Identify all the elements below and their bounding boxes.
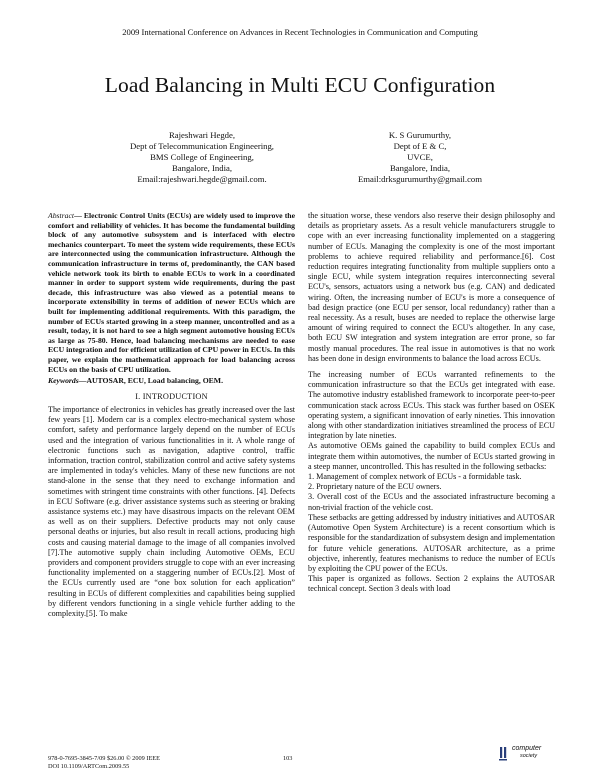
left-column xyxy=(48,211,295,619)
computer-society-logo xyxy=(498,745,558,767)
author-block-2 xyxy=(300,130,540,185)
footer-isbn: 978-0-7695-3845-7/09 $26.00 © 2009 IEEE xyxy=(48,755,160,762)
author-dept: Dept of Telecommunication Engineering, xyxy=(130,141,274,152)
list-item: 3. Overall cost of the ECUs and the associated infrastructure becoming a non-trivial fraction of the vehicle cost. xyxy=(308,492,555,512)
body-paragraph: The increasing number of ECUs warranted refinements to the communication infrastructure so that the ECUs get integrated with ease. The automotive industry established framework to incorporate peer-to-peer communication stack across ECUs. This stack was further based on OSEK operating system, a significant innovation of early nineties. This innovation along with other standardization initiatives streamlined the process of ECU integration by late nineties. xyxy=(308,370,555,441)
abstract xyxy=(48,211,295,374)
logo-text-computer: computer xyxy=(512,745,542,752)
computer-society-logo-icon xyxy=(498,745,512,765)
logo-text-society: society xyxy=(520,753,538,759)
footer-doi: DOI 10.1109/ARTCom.2009.55 xyxy=(48,762,130,770)
body-paragraph: These setbacks are getting addressed by industry initiatives and AUTOSAR (Automotive Open System Architecture) is a recent consortium which is responsible for the standardization of subsystem design and implementation for future vehicle generations. AUTOSAR architecture, as a prime objective, inherently, features mechanisms to reduce the number of ECUs by exploiting the CPU power of the ECUs. xyxy=(308,512,555,573)
body-paragraph: As automotive OEMs gained the capability to build complex ECUs and integrate them within automotives, the number of ECUs started growing in a steep manner, uncontrolled. This has resulted in the following setbacks: xyxy=(308,441,555,471)
conference-header: 2009 International Conference on Advances in Recent Technologies in Communication and Computing xyxy=(122,27,478,37)
keywords-label: Keywords xyxy=(48,376,79,386)
author-college: UVCE, xyxy=(407,152,433,163)
abstract-label: Abstract xyxy=(48,211,75,220)
author-location: Bangalore, India, xyxy=(171,163,233,174)
paper-title: Load Balancing in Multi ECU Configuration xyxy=(104,73,496,97)
list-item: 1. Management of complex network of ECUs - a formidable task. xyxy=(308,472,522,482)
keywords xyxy=(48,376,295,386)
keywords-text: —AUTOSAR, ECU, Load balancing, OEM. xyxy=(78,376,223,386)
author-email: Email:rajeshwari.hegde@gmail.com. xyxy=(137,174,267,185)
author-dept: Dept of E & C, xyxy=(393,141,447,152)
section-heading: I. INTRODUCTION xyxy=(135,391,208,401)
list-item: 2. Proprietary nature of the ECU owners. xyxy=(308,482,442,492)
author-location: Bangalore, India, xyxy=(389,163,451,174)
body-paragraph: This paper is organized as follows. Section 2 explains the AUTOSAR technical concept. Section 3 deals with load xyxy=(308,574,555,594)
footer-copyright xyxy=(48,755,160,770)
author-college: BMS College of Engineering, xyxy=(150,152,254,163)
author-email: Email:drksgurumurthy@gmail.com xyxy=(357,174,483,185)
page-number: 103 xyxy=(283,755,293,762)
body-paragraph: the situation worse, these vendors also reserve their design philosophy and details as proprietary assets. As a result vehicle manufacturers struggle to cope with an ever increasing functionality implemented on a staggering number of ECUs. Managing the complexity is one of the most important problems to achieve required reliability and performance.[6]. Cost reduction requires integrating functionality from multiple suppliers onto a single ECU, while system integration requires interconnecting several ECU's, sensors, actuators using a network bus (e.g. CAN) and dedicated wiring. Often, the increasing number of ECU's is more a consequence of bad design practice (one ECU per sensor, local redundancy) rather than a real necessity. As a result, buses are needed to replace the otherwise large amount of wiring required to connect the ECU's altogether. In any case, both ECU SW integration and system integration are error prone, so far mostly manual procedures. The real issue in automotives is that no work has been done in design environments to balance the load across ECUs. xyxy=(308,211,555,363)
abstract-text: — Electronic Control Units (ECUs) are widely used to improve the comfort and reliability of vehicles. It has become the fundamental building block of any automotive subsystem and is interfaced with electro mechanics counterpart. To meet the system wide requirements, these ECUs are interconnected using the communication infrastructure. Although the communication infrastructure in terms of, predominantly, the CAN based vehicle network took its birth to enable ECUs to work in a coordinated manner in order to support system wide requirements, during the past decade, this infrastructure was also viewed as a potential means to incorporate extensibility in terms of addition of newer ECUs which are built for implementing additional requirements. With this paradigm, the number of ECUs started growing in a steep manner, uncontrolled and as a result, today, it is not hard to see a high segment automotive housing ECUs as large as 75-80. Hence, load balancing mechanisms are needed to ease ECU integration and for efficient utilization of CPU power in ECUs. In this paper, we explain the mathematical approach for load balancing across ECUs on the basis of CPU utilization. xyxy=(48,211,295,374)
author-name: K. S Gurumurthy, xyxy=(388,130,452,140)
right-column xyxy=(308,211,555,595)
author-block-1 xyxy=(82,130,322,185)
intro-paragraph: The importance of electronics in vehicles has greatly increased over the last few years [1]. Modern car is a complex electro-mechanical system whose comfort, safety and performance largely depend on the number of ECUs used and the integration of various functionalities in it. A whole range of electronic functions such as navigation, adaptive control, traffic information, traction control, stabilization control and active safety systems are implemented in today's vehicles. Many of these new functions are not stand-alone in the sense that they need to exchange information and sometimes with stringent time constraints with other functions. [4]. Defects in ECU Software (e.g. driver assistance systems such as steering or braking assistance systems etc.) may have disastrous impacts on the relevant OEM as well as on their suppliers. Defective products may not only cause personal deaths or injuries, but also result in recall actions, producing high costs and causing material damage to the image of all companies involved [7].The automotive supply chain including Automotive OEMs, ECU providers and component providers struggle to cope with an ever increasing functionality implemented on a staggering number of ECUs.[2]. Most of the ECUs currently used are “one box solution for each application” resulting in ECUs of different complexities and capabilities being supplied by different vendors functioning in a single vehicle further adding to the complexity.[5]. To make xyxy=(48,404,295,618)
author-name: Rajeshwari Hegde, xyxy=(168,130,236,140)
